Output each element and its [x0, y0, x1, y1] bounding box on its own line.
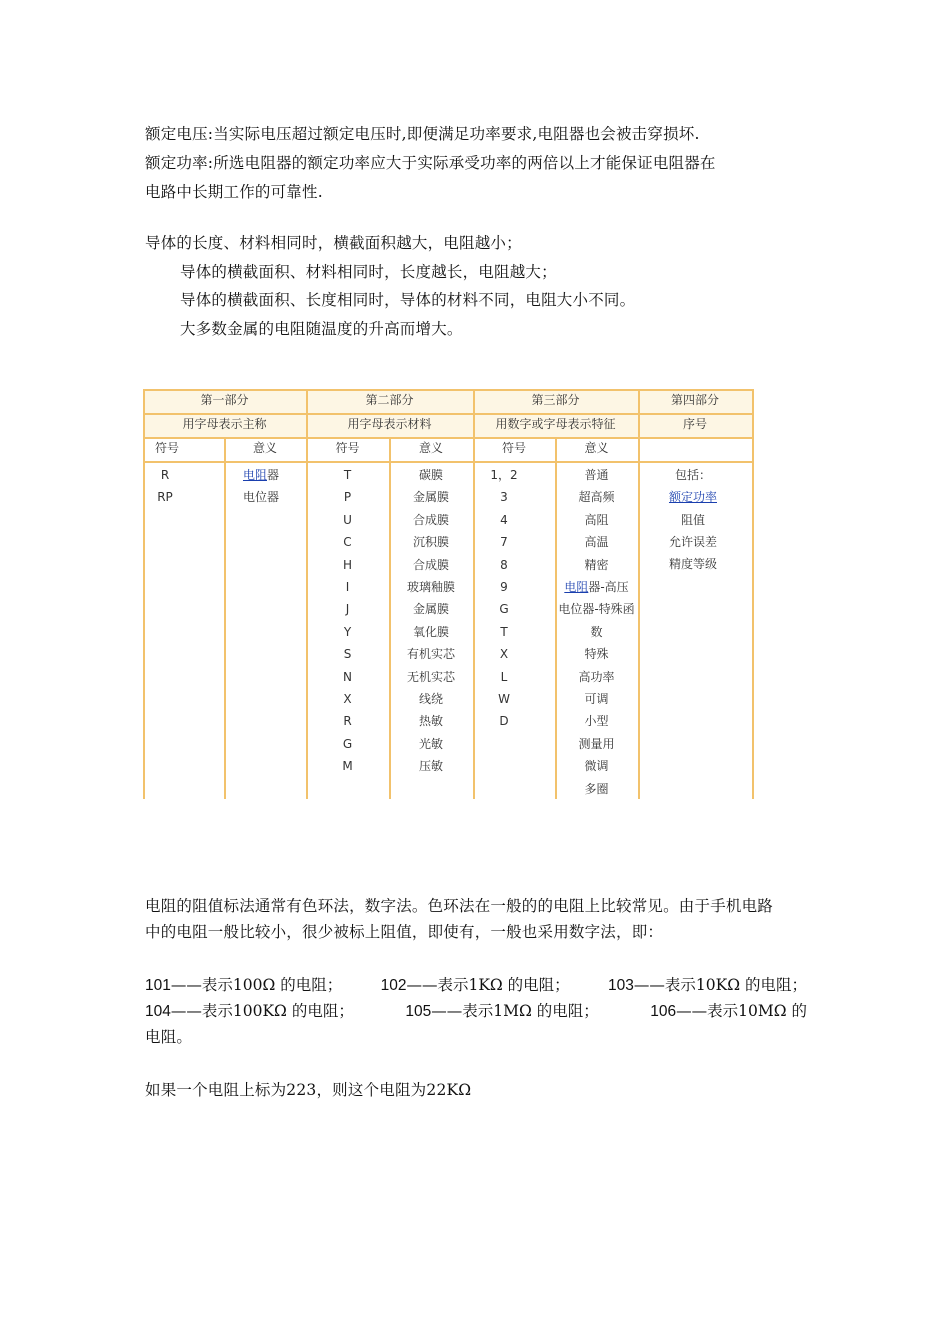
- part2-symbol: I: [345, 580, 350, 594]
- part2-meaning: 金属膜: [412, 602, 449, 617]
- part3-symbol: 7: [500, 535, 508, 550]
- part3-meaning: 小型: [584, 714, 609, 729]
- code-number: 103: [608, 977, 634, 994]
- rated-power-text-line2: 电路中长期工作的可靠性.: [145, 183, 323, 201]
- part2-meaning: 合成膜: [412, 557, 449, 572]
- part1-meaning-header: 意义: [252, 441, 277, 455]
- code-number: 106: [650, 1003, 677, 1020]
- part2-symbol: S: [343, 647, 352, 662]
- rule: [638, 389, 640, 799]
- part2-symbol: H: [342, 557, 353, 572]
- part2-meaning: 无机实芯: [406, 669, 455, 684]
- part4-header: 第四部分: [670, 393, 719, 407]
- part2-meaning: 氧化膜: [412, 624, 449, 639]
- resistor-naming-table: [143, 389, 754, 799]
- part2-meaning: 光敏: [418, 736, 443, 751]
- part2-symbol: U: [343, 512, 352, 527]
- part3-symbol: 3: [500, 490, 508, 505]
- part3-desc: 用数字或字母表示特征: [495, 417, 616, 431]
- code-desc: ——表示100KΩ 的电阻；: [170, 1002, 354, 1020]
- part3-meaning: 普通: [584, 468, 609, 482]
- conductor-rule-2: 导体的横截面积、材料相同时，长度越长，电阻越大；: [180, 263, 557, 281]
- part3-meaning: 特殊: [584, 647, 609, 662]
- code-item: [650, 1001, 807, 1022]
- part4-rated-power: [638, 486, 748, 508]
- part2-symbol: N: [343, 669, 352, 684]
- part2-meaning: 合成膜: [412, 512, 449, 527]
- part3-symbol: T: [500, 624, 508, 639]
- code-row-2: [145, 1001, 807, 1022]
- part1-symbol-header: 符号: [155, 441, 180, 455]
- conductor-rule-1: 导体的长度、材料相同时，横截面积越大，电阻越小；: [145, 234, 522, 252]
- part4-item: 阻值: [680, 513, 705, 527]
- part3-symbol-header: 符号: [501, 441, 526, 455]
- part3-symbol: D: [499, 714, 509, 729]
- resistor-link[interactable]: 电阻: [564, 580, 589, 594]
- part2-meaning: 压敏: [418, 759, 443, 774]
- part3-meaning: 测量用: [578, 736, 615, 751]
- part2-symbol: J: [345, 602, 350, 617]
- example-text: 如果一个电阻上标为223，则这个电阻为22KΩ: [145, 1081, 472, 1099]
- part3-meaning: 微调: [584, 759, 609, 774]
- part2-meaning: 热敏: [418, 714, 443, 729]
- code-number: 105: [405, 1003, 432, 1020]
- part3-meaning: 电位器-特殊函: [558, 602, 635, 617]
- part3-meaning: 高阻: [584, 512, 609, 527]
- part3-symbol: 1，2: [490, 468, 518, 482]
- part1-meaning-resistor: [224, 464, 298, 486]
- part3-symbol: 8: [500, 557, 508, 572]
- code-item: [381, 975, 570, 996]
- rated-voltage-text: 额定电压:当实际电压超过额定电压时,即便满足功率要求,电阻器也会被击穿损坏.: [145, 125, 700, 143]
- part1-meaning: 电位器: [242, 490, 279, 504]
- part3-symbol: 9: [500, 580, 508, 594]
- part2-header: 第二部分: [365, 393, 414, 407]
- part3-symbol: X: [499, 647, 509, 662]
- part2-meaning: 玻璃釉膜: [406, 580, 455, 594]
- part3-symbol: W: [498, 692, 510, 706]
- part2-meaning-header: 意义: [418, 441, 443, 455]
- part3-meaning: 精密: [584, 557, 609, 572]
- resistor-hv-suffix: 器-高压: [588, 580, 629, 594]
- conductor-rule-3: 导体的横截面积、长度相同时，导体的材料不同，电阻大小不同。: [180, 291, 636, 309]
- part1-desc: 用字母表示主称: [182, 417, 267, 431]
- part1-symbol: RP: [157, 490, 173, 504]
- part3-symbol: G: [499, 602, 509, 617]
- part3-symbol: L: [500, 669, 508, 684]
- rule: [143, 461, 754, 463]
- part3-meaning-header: 意义: [584, 441, 609, 455]
- part2-meaning: 沉积膜: [412, 535, 449, 550]
- code-number: 102: [380, 977, 407, 994]
- part3-meaning: 高温: [584, 535, 609, 550]
- part1-header: 第一部分: [200, 393, 249, 407]
- rated-power-link[interactable]: 额定功率: [668, 490, 717, 504]
- part4-intro: 包括：: [674, 468, 711, 482]
- part2-symbol-header: 符号: [335, 441, 360, 455]
- part2-symbol: P: [343, 490, 352, 505]
- part4-item: 允许误差: [668, 535, 717, 549]
- part3-meaning: 可调: [584, 692, 609, 706]
- part3-meaning-resistor-hv: [555, 576, 638, 598]
- part2-symbol: G: [342, 736, 353, 751]
- resistor-link[interactable]: 电阻: [242, 468, 267, 482]
- part2-meaning: 线绕: [418, 692, 443, 706]
- code-item: [145, 975, 342, 996]
- code-row-1: [145, 975, 807, 996]
- code-desc: ——表示100Ω 的电阻；: [170, 976, 343, 994]
- code-item: [608, 975, 807, 996]
- code-desc: ——表示1KΩ 的电阻；: [406, 976, 570, 994]
- part3-meaning: 数: [590, 624, 603, 639]
- part2-symbol: T: [343, 468, 352, 482]
- code-item: [145, 1001, 354, 1022]
- conductor-rule-4: 大多数金属的电阻随温度的升高而增大。: [180, 320, 463, 338]
- part2-symbol: C: [343, 535, 352, 550]
- code-row-2-wrap: 电阻。: [145, 1028, 193, 1046]
- code-desc: ——表示1MΩ 的电阻；: [431, 1002, 599, 1020]
- code-number: 101: [145, 977, 171, 994]
- code-desc: ——表示10KΩ 的电阻；: [633, 976, 807, 994]
- part1-symbol: R: [160, 468, 170, 482]
- part2-symbol: X: [343, 692, 352, 706]
- part2-symbol: R: [343, 714, 352, 729]
- part2-symbol: Y: [343, 624, 352, 639]
- resistor-suffix: 器: [267, 468, 280, 482]
- part3-header: 第三部分: [531, 393, 580, 407]
- code-item: [405, 1001, 598, 1022]
- part2-meaning: 碳膜: [418, 468, 443, 482]
- part3-meaning: 超高频: [578, 490, 615, 505]
- code-desc: ——表示10MΩ 的: [676, 1002, 807, 1020]
- part4-desc: 序号: [682, 417, 707, 431]
- part2-meaning: 金属膜: [412, 490, 449, 505]
- rule: [752, 389, 754, 799]
- part2-desc: 用字母表示材料: [347, 417, 432, 431]
- part2-meaning: 有机实芯: [406, 647, 455, 662]
- code-number: 104: [145, 1003, 171, 1020]
- rule: [143, 389, 145, 799]
- part2-symbol: M: [342, 759, 353, 774]
- part4-item: 精度等级: [668, 557, 717, 571]
- marking-text-line1: 电阻的阻值标法通常有色环法，数字法。色环法在一般的的电阻上比较常见。由于手机电路: [145, 897, 774, 915]
- rated-power-text-line1: 额定功率:所选电阻器的额定功率应大于实际承受功率的两倍以上才能保证电阻器在: [145, 154, 716, 172]
- part3-meaning: 高功率: [578, 669, 615, 684]
- part3-symbol: 4: [500, 512, 508, 527]
- part3-meaning: 多圈: [584, 781, 609, 796]
- marking-text-line2: 中的电阻一般比较小，很少被标上阻值，即使有，一般也采用数字法，即：: [145, 923, 664, 941]
